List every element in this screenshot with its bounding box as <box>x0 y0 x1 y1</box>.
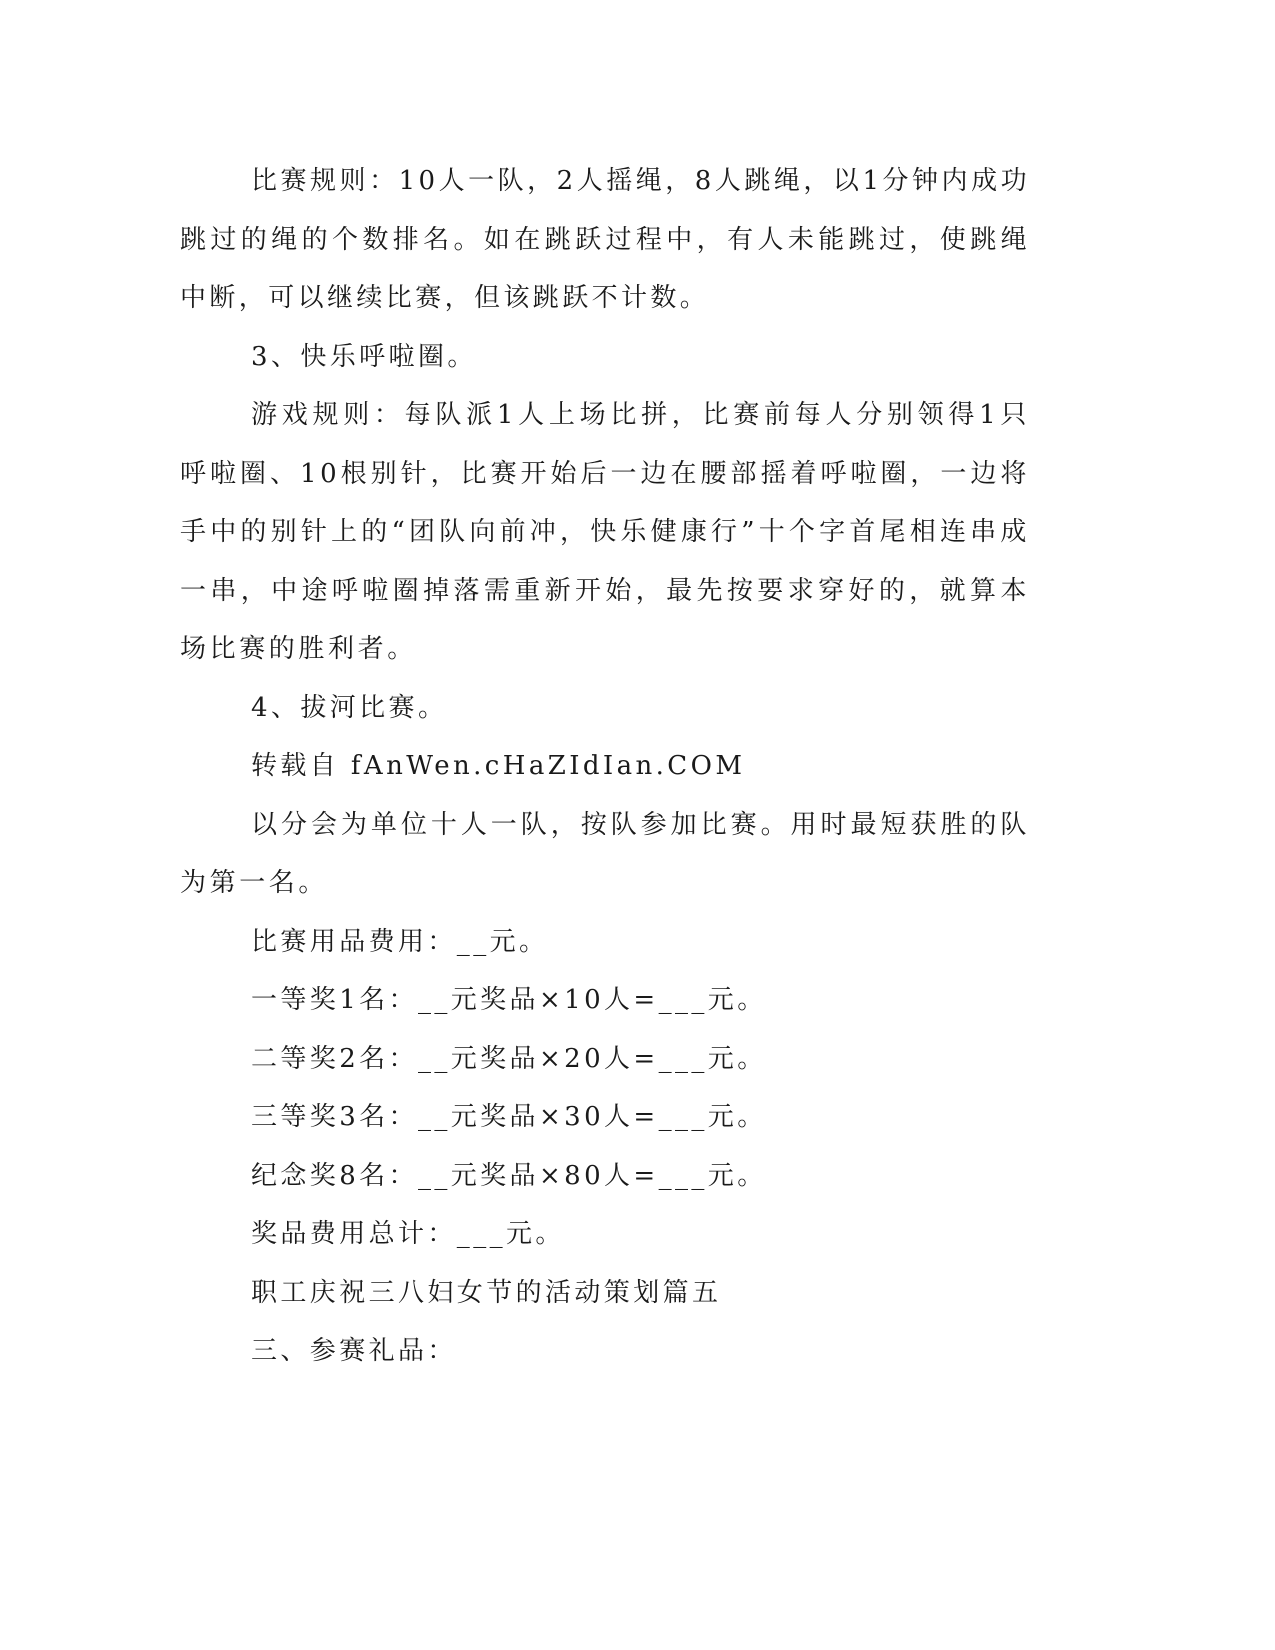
heading-hula-hoop: 3、快乐呼啦圈。 <box>251 341 477 372</box>
heading-tug-of-war: 4、拔河比赛。 <box>251 692 448 723</box>
prize-souvenir: 纪念奖8名：__元奖品×80人=___元。 <box>251 1160 767 1191</box>
cost-equipment: 比赛用品费用：__元。 <box>251 926 549 957</box>
paragraph-rope-rules: 比赛规则：10人一队，2人摇绳，8人跳绳，以1分钟内成功跳过的绳的个数排名。如在跳跃过程中，有人未能跳过，使跳绳中断，可以继续比赛，但该跳跃不计数。 <box>180 166 1030 313</box>
section-title: 职工庆祝三八妇女节的活动策划篇五 <box>251 1277 722 1308</box>
paragraph-hula-hoop-rules: 游戏规则：每队派1人上场比拼，比赛前每人分别领得1只呼啦圈、10根别针，比赛开始后一边在腰部摇着呼啦圈，一边将手中的别针上的“团队向前冲，快乐健康行”十个字首尾相连串成一串，中途呼啦圈掉落需重新开始，最先按要求穿好的，就算本场比赛的胜利者。 <box>180 400 1030 664</box>
heading-gifts: 三、参赛礼品： <box>251 1336 457 1366</box>
prize-second: 二等奖2名：__元奖品×20人=___元。 <box>251 1043 767 1074</box>
prize-total: 奖品费用总计：___元。 <box>251 1219 565 1249</box>
paragraph-tug-of-war-rules: 以分会为单位十人一队，按队参加比赛。用时最短获胜的队为第一名。 <box>180 809 1030 898</box>
document-body <box>180 152 1030 1381</box>
source-note: 转载自 fAnWen.cHaZIdIan.COM <box>251 751 746 781</box>
prize-third: 三等奖3名：__元奖品×30人=___元。 <box>251 1102 767 1132</box>
prize-first: 一等奖1名：__元奖品×10人=___元。 <box>251 985 767 1015</box>
